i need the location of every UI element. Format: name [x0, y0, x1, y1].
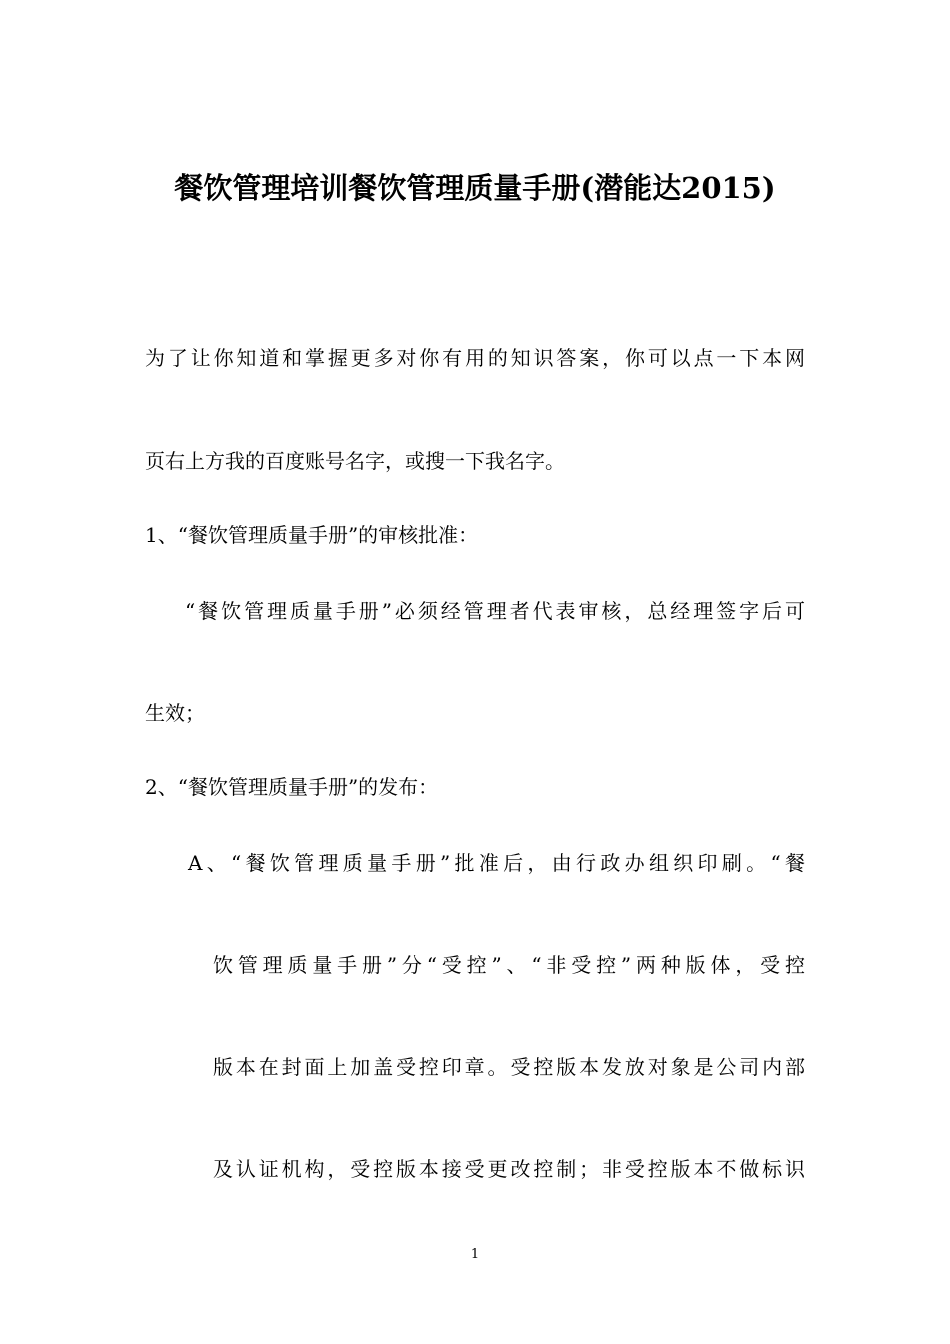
section-2-item-a-line-2: 饮管理质量手册”分“受控”、“非受控”两种版体，受控	[213, 953, 805, 977]
section-1-paragraph-line-2: 生效；	[145, 701, 205, 725]
page-number: 1	[470, 1247, 480, 1262]
intro-line-1: 为了让你知道和掌握更多对你有用的知识答案，你可以点一下本网	[145, 346, 805, 370]
section-2-item-a-line-3: 版本在封面上加盖受控印章。受控版本发放对象是公司内部	[213, 1055, 805, 1079]
section-1-heading: 1、“餐饮管理质量手册”的审核批准：	[145, 523, 479, 547]
document-title: 餐饮管理培训餐饮管理质量手册(潜能达2015)	[174, 171, 776, 205]
intro-line-2: 页右上方我的百度账号名字，或搜一下我名字。	[145, 449, 565, 473]
section-1-paragraph-line-1: “餐饮管理质量手册”必须经管理者代表审核，总经理签字后可	[185, 599, 805, 623]
section-2-item-a-line-4: 及认证机构，受控版本接受更改控制；非受控版本不做标识	[213, 1157, 805, 1181]
section-2-heading: 2、“餐饮管理质量手册”的发布：	[145, 775, 439, 799]
section-2-item-a-line-1: A、“餐饮管理质量手册”批准后，由行政办组织印刷。“餐	[188, 851, 805, 875]
